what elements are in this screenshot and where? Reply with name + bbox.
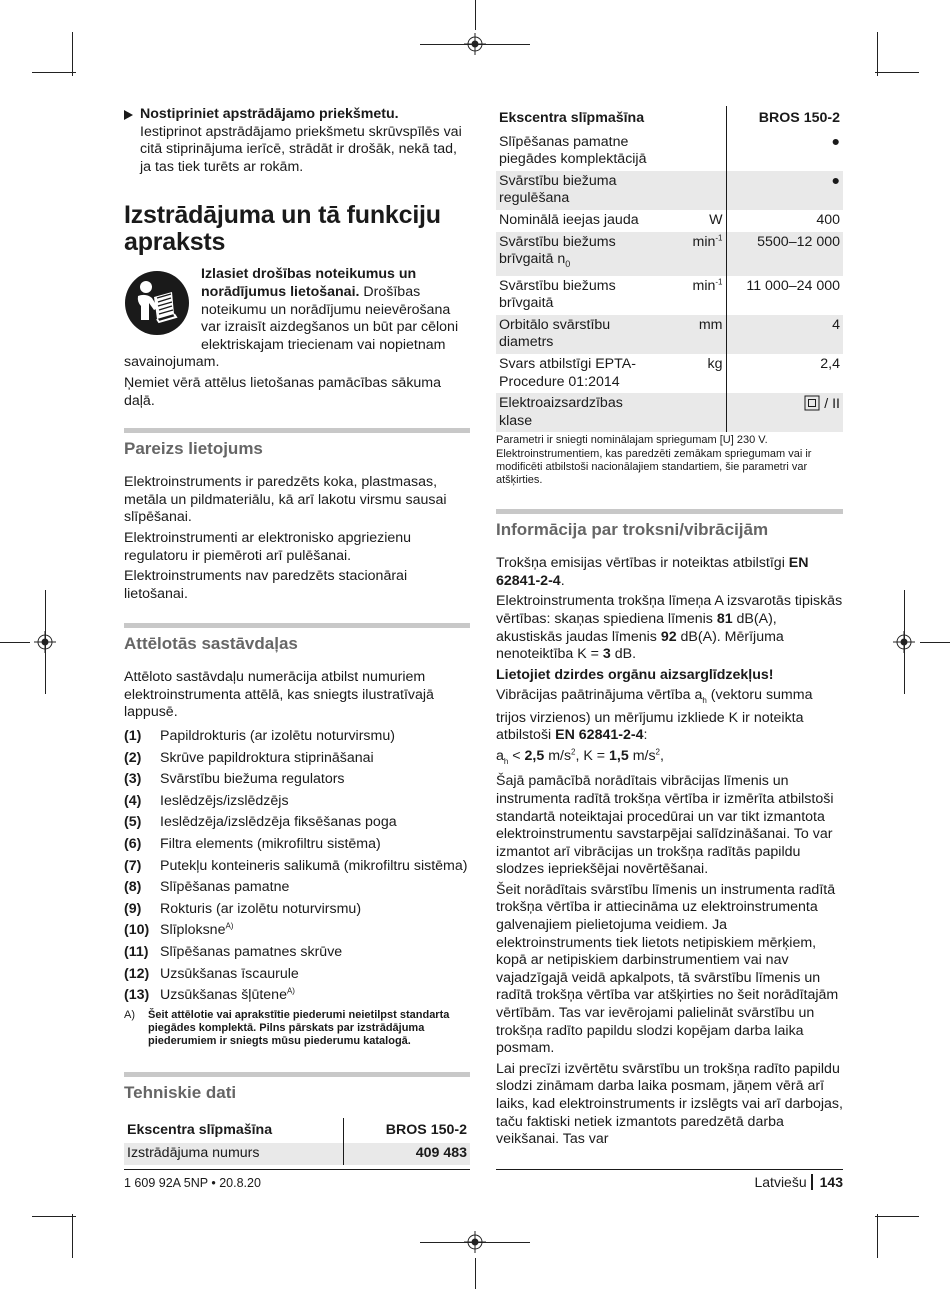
component-item bbox=[124, 944, 470, 962]
footnote-text: Šeit attēlotie vai aprakstītie piederumi neietilpst standarta piegādes komplektā. Pilns pārskats par izstrādājuma piederumiem ir sniegts mūsu piederumu katalogā. bbox=[148, 1008, 450, 1047]
crop-mark bbox=[420, 44, 530, 45]
table-row bbox=[496, 393, 843, 432]
table-cell-label: Svārstību biežums brīvgaitā $n_0$ bbox=[496, 232, 651, 276]
component-label: Uzsūkšanas šļūtene$^{A)}$ bbox=[160, 986, 295, 1004]
table-row bbox=[496, 171, 843, 210]
instruction-title: Nostipriniet apstrādājamo priekšmetu. bbox=[140, 106, 399, 122]
component-item bbox=[124, 814, 470, 832]
footer-rule bbox=[496, 1169, 843, 1170]
component-number: (1) bbox=[124, 728, 142, 745]
table-cell-unit bbox=[651, 132, 726, 171]
table-cell-value: 5500–12 000 bbox=[726, 232, 843, 276]
components-list bbox=[124, 728, 470, 1005]
crop-mark bbox=[877, 1214, 878, 1258]
component-number: (7) bbox=[124, 857, 142, 874]
note-images: Ņemiet vērā attēlus lietošanas pamācības sākuma daļā. bbox=[124, 374, 442, 409]
vibration-values: $a_h < 2,5$ $m/s^2$, K = 1,5 $m/s^2$, bbox=[496, 747, 664, 766]
component-item bbox=[124, 728, 470, 746]
table-cell-unit: mm bbox=[651, 315, 726, 354]
paragraph: Lai precīzi izvērtētu svārstību un trokšņa radīto papildu slodzi zināmam darba laika posmam, jāņem vērā arī laiks, kad elektroinstruments ir izslēgts vai arī darbojas, taču faktiski netiek izmantots paredzētā darba veikšanai. Tas var bbox=[496, 1060, 843, 1148]
component-item bbox=[124, 750, 470, 768]
component-number: (12) bbox=[124, 965, 150, 982]
section-heading-usage: Pareizs lietojums bbox=[124, 428, 470, 460]
paragraph: Elektroinstrumenti ar elektronisko apgriezienu regulatoru ir piemēroti arī pulēšanai. bbox=[124, 529, 412, 564]
table-cell-label: Izstrādājuma numurs bbox=[124, 1143, 343, 1165]
table-cell-unit: $\min^{-1}$ bbox=[651, 232, 726, 276]
table-cell-unit: $\min^{-1}$ bbox=[651, 276, 726, 315]
component-number: (9) bbox=[124, 900, 142, 917]
table-row bbox=[496, 232, 843, 276]
table-row bbox=[496, 354, 843, 393]
paragraph: Trokšņa emisijas vērtības ir noteiktas atbilstīgi EN 62841-2-4. bbox=[496, 555, 809, 589]
crop-mark bbox=[420, 1242, 530, 1243]
component-label: Slīpēšanas pamatnes skrūve bbox=[160, 944, 343, 960]
crop-mark bbox=[875, 72, 919, 73]
table-cell-label: Slīpēšanas pamatne piegādes komplektācijā bbox=[499, 133, 647, 168]
component-label: Skrūve papildroktura stiprināšanai bbox=[160, 749, 374, 766]
paragraph: Elektroinstruments ir paredzēts koka, plastmasas, metāla un pildmateriālu, kā arī lakotu virsmu sausai slīpēšanai. bbox=[124, 474, 447, 526]
table-cell-value: ● bbox=[726, 171, 843, 210]
crop-mark bbox=[32, 1216, 76, 1217]
component-number: (4) bbox=[124, 792, 142, 809]
crop-mark bbox=[877, 32, 878, 76]
read-manual-icon bbox=[124, 270, 190, 336]
component-item bbox=[124, 836, 470, 854]
table-row bbox=[496, 132, 843, 171]
table-cell-unit: W bbox=[651, 210, 726, 232]
page-number: 143 bbox=[811, 1174, 843, 1190]
crop-mark bbox=[904, 590, 905, 694]
document-code: 1 609 92A 5NP • 20.8.20 bbox=[124, 1176, 261, 1190]
component-number: (11) bbox=[124, 944, 149, 960]
component-item bbox=[124, 771, 470, 789]
page-footer bbox=[690, 1174, 843, 1190]
component-number: (10) bbox=[124, 922, 150, 939]
table-cell-label: Svārstību biežums brīvgaitā bbox=[499, 277, 616, 312]
section-heading-components: Attēlotās sastāvdaļas bbox=[124, 623, 470, 655]
table-row bbox=[496, 315, 843, 354]
paragraph: Vibrācijas paātrinājuma vērtība $a_h$ (vektoru summa trijos virzienos) un mērījumu izkliede K ir noteikta atbilstoši EN 62841-2-4: bbox=[496, 687, 813, 744]
table-header-value: BROS 150-2 bbox=[758, 110, 840, 126]
crop-mark bbox=[920, 642, 950, 643]
component-item bbox=[124, 901, 470, 919]
crop-mark bbox=[72, 32, 73, 76]
double-insulation-icon bbox=[804, 395, 820, 411]
table-cell-value: 2,4 bbox=[820, 355, 840, 372]
table-cell-value: / II bbox=[726, 393, 843, 432]
spec-table bbox=[496, 106, 843, 432]
table-row bbox=[496, 276, 843, 315]
paragraph: Attēloto sastāvdaļu numerācija atbilst numuriem elektroinstrumenta attēlā, kas sniegts ilustratīvajā lappusē. bbox=[124, 669, 434, 721]
crop-mark bbox=[475, 0, 476, 30]
instruction-item bbox=[124, 106, 470, 176]
component-label: Putekļu konteineris salikumā (mikrofiltru sistēma) bbox=[160, 857, 468, 874]
crop-mark bbox=[72, 1214, 73, 1258]
crop-mark bbox=[0, 642, 30, 643]
component-label: Ieslēdzējs/izslēdzējs bbox=[160, 792, 289, 809]
table-cell-value: 409 483 bbox=[343, 1143, 470, 1165]
component-label: Uzsūkšanas īscaurule bbox=[160, 965, 299, 982]
component-item bbox=[124, 987, 470, 1005]
table-header-label: Ekscentra slīpmašīna bbox=[499, 110, 645, 126]
footer-rule bbox=[124, 1169, 470, 1170]
table-cell-label: Nominālā ieejas jauda bbox=[499, 211, 639, 228]
footer-language: Latviešu bbox=[754, 1174, 807, 1190]
warning-text: Drošības noteikumu un norādījumu neievērošana var izraisīt aizdegšanos un būt par cēloni elektriskajam triecienam vai nopietnam savainojumam. bbox=[124, 283, 459, 371]
instruction-text: Iestiprinot apstrādājamo priekšmetu skrūvspīlēs vai citā stiprinājuma ierīcē, strādāt ir drošāk, nekā tad, ja tas tiek turēts ar rokām. bbox=[140, 123, 462, 175]
component-number: (5) bbox=[124, 814, 142, 831]
table-cell-label: Elektroaizsardzības klase bbox=[496, 393, 651, 432]
table-cell-value: 4 bbox=[726, 315, 843, 354]
component-label: Rokturis (ar izolētu noturvirsmu) bbox=[160, 900, 362, 917]
table-cell-value: 11 000–24 000 bbox=[746, 277, 840, 294]
table-cell-unit bbox=[651, 171, 726, 210]
left-column bbox=[124, 106, 470, 1165]
table-cell-label: Svārstību biežuma regulēšana bbox=[496, 171, 651, 210]
footnote-mark: A) bbox=[124, 1008, 135, 1021]
table-cell-unit bbox=[651, 393, 726, 432]
crop-mark bbox=[45, 590, 46, 694]
warning-bold: Izlasiet drošības noteikumus un norādījumus lietošanai. bbox=[201, 266, 417, 300]
crop-mark bbox=[32, 72, 76, 73]
paragraph: Šajā pamācībā norādītais vibrācijas līmenis un instrumenta radītā trokšņa vērtība ir izmērīta atbilstoši standartā noteiktajai procedūrai un var tikt izmantota elektroinstrumentu savstarpējai salīdzināšanai. To var izmantot arī vibrācijas un trokšņa radītās papildu slodzes iepriekšējai novērtēšanai. bbox=[496, 773, 834, 878]
component-number: (8) bbox=[124, 879, 142, 896]
component-item bbox=[124, 858, 470, 876]
paragraph: Šeit norādītais svārstību līmenis un instrumenta radītā trokšņa vērtība ir attiecināma uz elektroinstrumenta galvenajiem pielietojuma veidiem. Ja elektroinstruments tiek lietots netipiskiem mērķiem, kopā ar netipiskiem darbinstrumentiem vai nav vajadzīgajā veidā apkalpots, tā svārstību līmenis un radītā trokšņa vērtība var atšķirties no šeit norādītajām vērtībām. Tas var ievērojami palielināt svārstību un trokšņa radīto papildu slodzi kopējam darba laika posmam. bbox=[496, 881, 839, 1057]
component-label: Ieslēdzēja/izslēdzēja fiksēšanas poga bbox=[160, 814, 397, 831]
component-label: Filtra elements (mikrofiltru sistēma) bbox=[160, 836, 381, 853]
page-title: Izstrādājuma un tā funkciju apraksts bbox=[124, 201, 441, 257]
component-item bbox=[124, 793, 470, 811]
component-item bbox=[124, 922, 470, 940]
paragraph: Elektroinstrumenta trokšņa līmeņa A izsvarotās tipiskās vērtības: skaņas spiediena līmenis 81 dB(A), akustiskās jaudas līmenis 92 dB(A). Mērījuma nenoteiktība K = 3 dB. bbox=[496, 593, 843, 663]
section-heading-tech: Tehniskie dati bbox=[124, 1072, 470, 1104]
tech-table bbox=[124, 1118, 470, 1165]
component-item bbox=[124, 966, 470, 984]
footnote bbox=[124, 1009, 470, 1048]
table-cell-value: 400 bbox=[816, 211, 840, 228]
table-row bbox=[496, 210, 843, 232]
safety-warning bbox=[124, 266, 470, 410]
component-number: (13) bbox=[124, 987, 150, 1004]
table-cell-label: Svars atbilstīgi EPTA-Procedure 01:2014 bbox=[499, 355, 636, 390]
right-column bbox=[496, 106, 843, 1152]
table-cell-value: ● bbox=[831, 133, 840, 150]
crop-mark bbox=[875, 1216, 919, 1217]
section-heading-noise: Informācija par troksni/vibrācijām bbox=[496, 509, 843, 541]
table-note: Parametri ir sniegti nominālajam spriegumam [U] 230 V. Elektroinstrumentiem, kas paredzēti zemākam spriegumam vai ir modificēti atbilstoši nacionālajiem standartiem, šie parametri var atšķirties. bbox=[496, 434, 812, 486]
hearing-protection-warning: Lietojiet dzirdes orgānu aizsarglīdzekļus! bbox=[496, 666, 774, 683]
component-number: (6) bbox=[124, 836, 142, 853]
table-header-label: Ekscentra slīpmašīna bbox=[124, 1118, 343, 1144]
table-header-value: BROS 150-2 bbox=[385, 1121, 467, 1138]
component-label: Slīploksne$^{A)}$ bbox=[160, 921, 234, 939]
triangle-bullet-icon bbox=[124, 110, 133, 120]
component-number: (2) bbox=[124, 749, 142, 766]
table-cell-unit: kg bbox=[651, 354, 726, 393]
table-cell-label: Orbitālo svārstību diametrs bbox=[496, 315, 651, 354]
component-label: Papildrokturis (ar izolētu noturvirsmu) bbox=[160, 728, 395, 745]
paragraph: Elektroinstruments nav paredzēts stacionārai lietošanai. bbox=[124, 568, 408, 602]
component-label: Svārstību biežuma regulators bbox=[160, 771, 345, 788]
crop-mark bbox=[475, 1258, 476, 1289]
component-number: (3) bbox=[124, 771, 142, 788]
component-label: Slīpēšanas pamatne bbox=[160, 879, 290, 896]
component-item bbox=[124, 879, 470, 897]
